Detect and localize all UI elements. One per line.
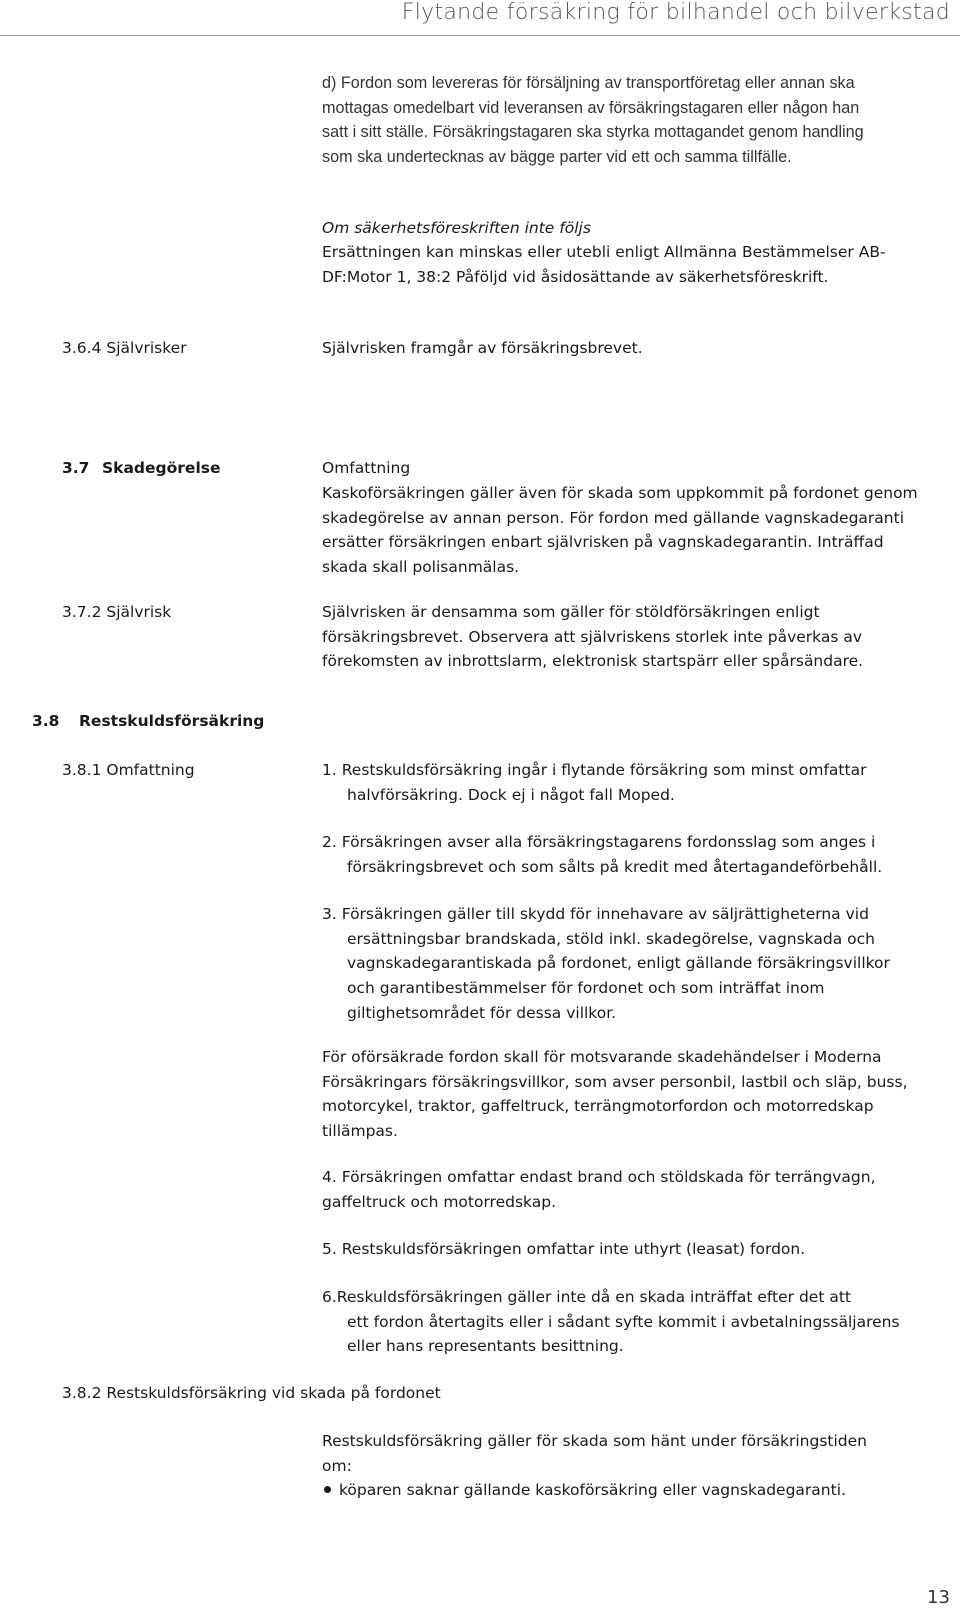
section-3-8-2-paragraph <box>322 1429 867 1503</box>
list-item-1 <box>322 758 866 807</box>
section-3-6-4-label: 3.6.4 Självrisker <box>62 339 187 357</box>
text-line: 5. Restskuldsförsäkringen omfattar inte uthyrt (leasat) fordon. <box>322 1240 806 1258</box>
text-line: eller hans representants besittning. <box>347 1337 624 1356</box>
text-line: om: <box>322 1456 352 1475</box>
section-3-8-2-label: 3.8.2 Restskuldsförsäkring vid skada på fordonet <box>62 1384 441 1402</box>
text-line: skadegörelse av annan person. För fordon med gällande vagnskadegaranti <box>322 508 904 527</box>
text-line: och garantibestämmelser för fordonet och som inträffat inom <box>347 979 825 998</box>
text-line: skada skall polisanmälas. <box>322 558 520 577</box>
text-line: ersättningsbar brandskada, stöld inkl. skadegörelse, vagnskada och <box>347 929 875 948</box>
text-line: försäkringsbrevet. Observera att självriskens storlek inte påverkas av <box>322 627 863 646</box>
text-line: mottagas omedelbart vid leveransen av försäkringstagaren eller någon han <box>322 98 860 117</box>
section-3-8-1-label: 3.8.1 Omfattning <box>62 761 195 779</box>
text-line: tillämpas. <box>322 1122 398 1141</box>
text-line: 2. Försäkringen avser alla försäkringstagarens fordonsslag som anges i <box>322 833 876 851</box>
text-line: 6.Reskuldsförsäkringen gäller inte då en skada inträffat efter det att <box>322 1288 851 1306</box>
bullet-item <box>322 1478 867 1503</box>
bullet-text: köparen saknar gällande kaskoförsäkring eller vagnskadegaranti. <box>339 1481 846 1500</box>
text-line: Restskuldsförsäkring gäller för skada som hänt under försäkringstiden <box>322 1432 867 1450</box>
uninsured-paragraph <box>322 1045 908 1144</box>
list-item-2 <box>322 830 882 879</box>
section-3-8-number: 3.8 <box>32 712 60 730</box>
text-line: halvförsäkring. Dock ej i något fall Moped. <box>347 785 675 804</box>
safety-paragraph <box>322 240 886 289</box>
text-line: ett fordon återtagits eller i sådant syfte kommit i avbetalningssäljarens <box>347 1312 900 1331</box>
list-item-5 <box>322 1237 805 1262</box>
text-line: d) Fordon som levereras för försäljning av transportföretag eller annan ska <box>322 74 855 92</box>
text-line: satt i sitt ställe. Försäkringstagaren ska styrka mottagandet genom handling <box>322 123 864 142</box>
section-3-7-2-label: 3.7.2 Självrisk <box>62 603 172 621</box>
section-3-7-paragraph <box>322 481 918 580</box>
safety-heading: Om säkerhetsföreskriften inte följs <box>322 219 591 237</box>
text-line: förekomsten av inbrottslarm, elektronisk startspärr eller spårsändare. <box>322 652 864 671</box>
text-line: 1. Restskuldsförsäkring ingår i flytande försäkring som minst omfattar <box>322 761 867 779</box>
page-header-title: Flytande försäkring för bilhandel och bilverkstad <box>401 0 950 25</box>
text-line: Självrisken är densamma som gäller för stöldförsäkringen enligt <box>322 603 820 621</box>
text-line: som ska undertecknas av bägge parter vid ett och samma tillfälle. <box>322 148 792 167</box>
text-line: För oförsäkrade fordon skall för motsvarande skadehändelser i Moderna <box>322 1048 882 1066</box>
text-line: Ersättningen kan minskas eller utebli enligt Allmänna Bestämmelser AB- <box>322 243 886 261</box>
text-line: Kaskoförsäkringen gäller även för skada som uppkommit på fordonet genom <box>322 484 918 502</box>
list-item-3 <box>322 902 890 1026</box>
section-3-8-title: Restskuldsförsäkring <box>79 712 265 730</box>
text-line: ersätter försäkringen enbart självrisken på vagnskadegarantin. Inträffad <box>322 533 884 552</box>
section-3-6-4-text: Självrisken framgår av försäkringsbrevet. <box>322 339 643 357</box>
text-line: försäkringsbrevet och som sålts på kredit med återtagandeförbehåll. <box>347 857 883 876</box>
section-3-7-subheading: Omfattning <box>322 459 411 477</box>
list-item-4 <box>322 1165 876 1214</box>
section-3-7-number: 3.7 <box>62 459 90 477</box>
text-line: Försäkringars försäkringsvillkor, som avser personbil, lastbil och släp, buss, <box>322 1072 908 1091</box>
header-rule <box>0 35 960 36</box>
text-line: DF:Motor 1, 38:2 Påföljd vid åsidosättande av säkerhetsföreskrift. <box>322 267 829 286</box>
text-line: gaffeltruck och motorredskap. <box>322 1192 557 1211</box>
list-item-6 <box>322 1285 900 1359</box>
text-line: 3. Försäkringen gäller till skydd för innehavare av säljrättigheterna vid <box>322 905 869 923</box>
text-line: vagnskadegarantiskada på fordonet, enligt gällande försäkringsvillkor <box>347 954 890 973</box>
page-number: 13 <box>927 1587 950 1608</box>
paragraph-d <box>322 71 864 170</box>
section-3-7-2-paragraph <box>322 600 863 674</box>
bullet-icon <box>324 1486 331 1493</box>
text-line: giltighetsområdet för dessa villkor. <box>347 1003 617 1022</box>
text-line: 4. Försäkringen omfattar endast brand och stöldskada för terrängvagn, <box>322 1168 876 1186</box>
section-3-7-title: Skadegörelse <box>102 459 221 477</box>
text-line: motorcykel, traktor, gaffeltruck, terrängmotorfordon och motorredskap <box>322 1097 874 1116</box>
